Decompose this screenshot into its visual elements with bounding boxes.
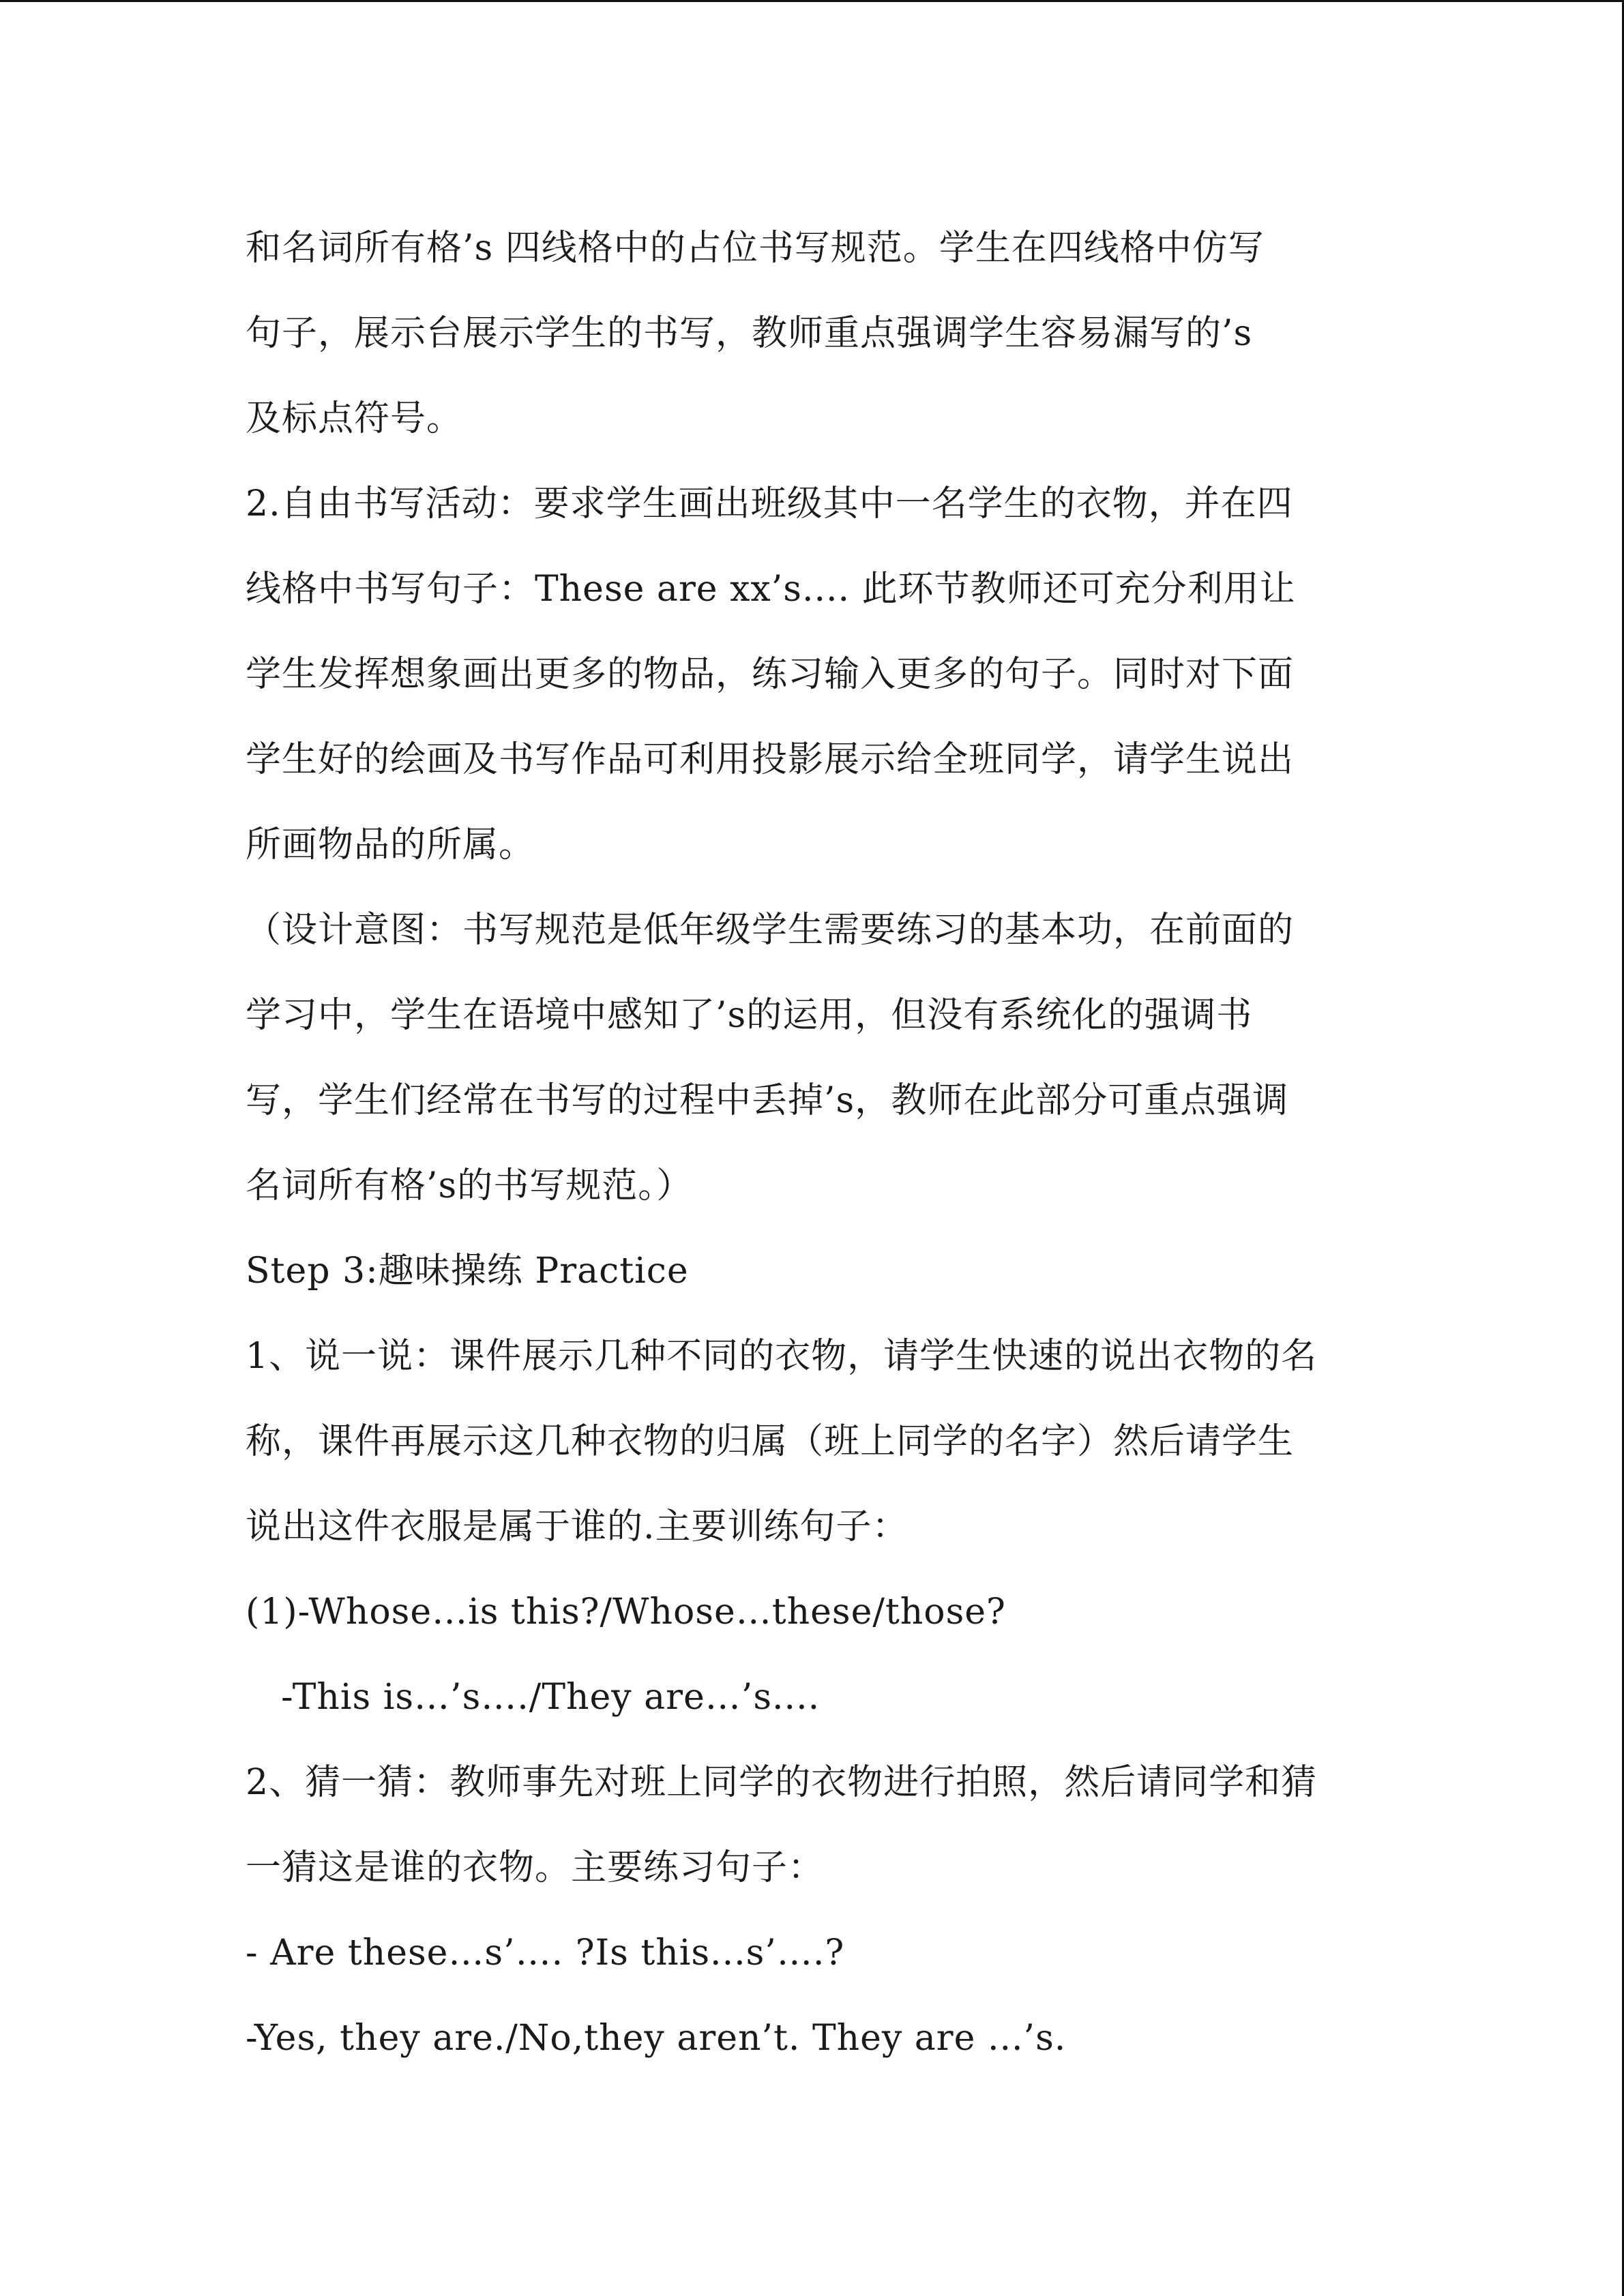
text-line: 一猜这是谁的衣物。主要练习句子： — [246, 1847, 825, 1888]
text-line: 和名词所有格’s 四线格中的占位书写规范。学生在四线格中仿写 — [246, 228, 1265, 269]
text-line: 所画物品的所属。 — [246, 824, 535, 865]
text-line: 说出这件衣服是属于谁的.主要训练句子： — [246, 1506, 909, 1547]
example-sentence: -This is…’s…./They are…’s.... — [281, 1677, 821, 1718]
example-sentence: -Yes, they are./No,they aren’t. They are ...’s. — [246, 2018, 1067, 2059]
section-heading: Step 3:趣味操练 Practice — [246, 1251, 689, 1292]
text-line: 学生好的绘画及书写作品可利用投影展示给全班同学，请学生说出 — [246, 739, 1295, 780]
text-line: 写，学生们经常在书写的过程中丢掉’s，教师在此部分可重点强调 — [246, 1080, 1289, 1121]
text-line: 1、说一说：课件展示几种不同的衣物，请学生快速的说出衣物的名 — [246, 1336, 1318, 1377]
text-line: 学习中，学生在语境中感知了’s的运用，但没有系统化的强调书 — [246, 995, 1253, 1036]
text-line: 学生发挥想象画出更多的物品，练习输入更多的句子。同时对下面 — [246, 654, 1295, 695]
page-top-border — [0, 0, 1624, 2]
text-line: （设计意图：书写规范是低年级学生需要练习的基本功，在前面的 — [246, 910, 1295, 951]
example-sentence: (1)-Whose…is this?/Whose…these/those? — [246, 1592, 1006, 1632]
text-line: 名词所有格’s的书写规范。） — [246, 1165, 693, 1206]
document-body — [246, 206, 1391, 2081]
text-line: 2.自由书写活动：要求学生画出班级其中一名学生的衣物，并在四 — [246, 483, 1293, 524]
text-line: 2、猜一猜：教师事先对班上同学的衣物进行拍照，然后请同学和猜 — [246, 1762, 1318, 1803]
example-sentence: - Are these…s’…. ?Is this...s’….? — [246, 1933, 845, 1973]
text-line: 称，课件再展示这几种衣物的归属（班上同学的名字）然后请学生 — [246, 1421, 1295, 1462]
text-line: 线格中书写句子：These are xx’s.... 此环节教师还可充分利用让 — [246, 569, 1296, 610]
text-line: 句子，展示台展示学生的书写，教师重点强调学生容易漏写的’s — [246, 313, 1253, 354]
text-line: 及标点符号。 — [246, 398, 463, 439]
